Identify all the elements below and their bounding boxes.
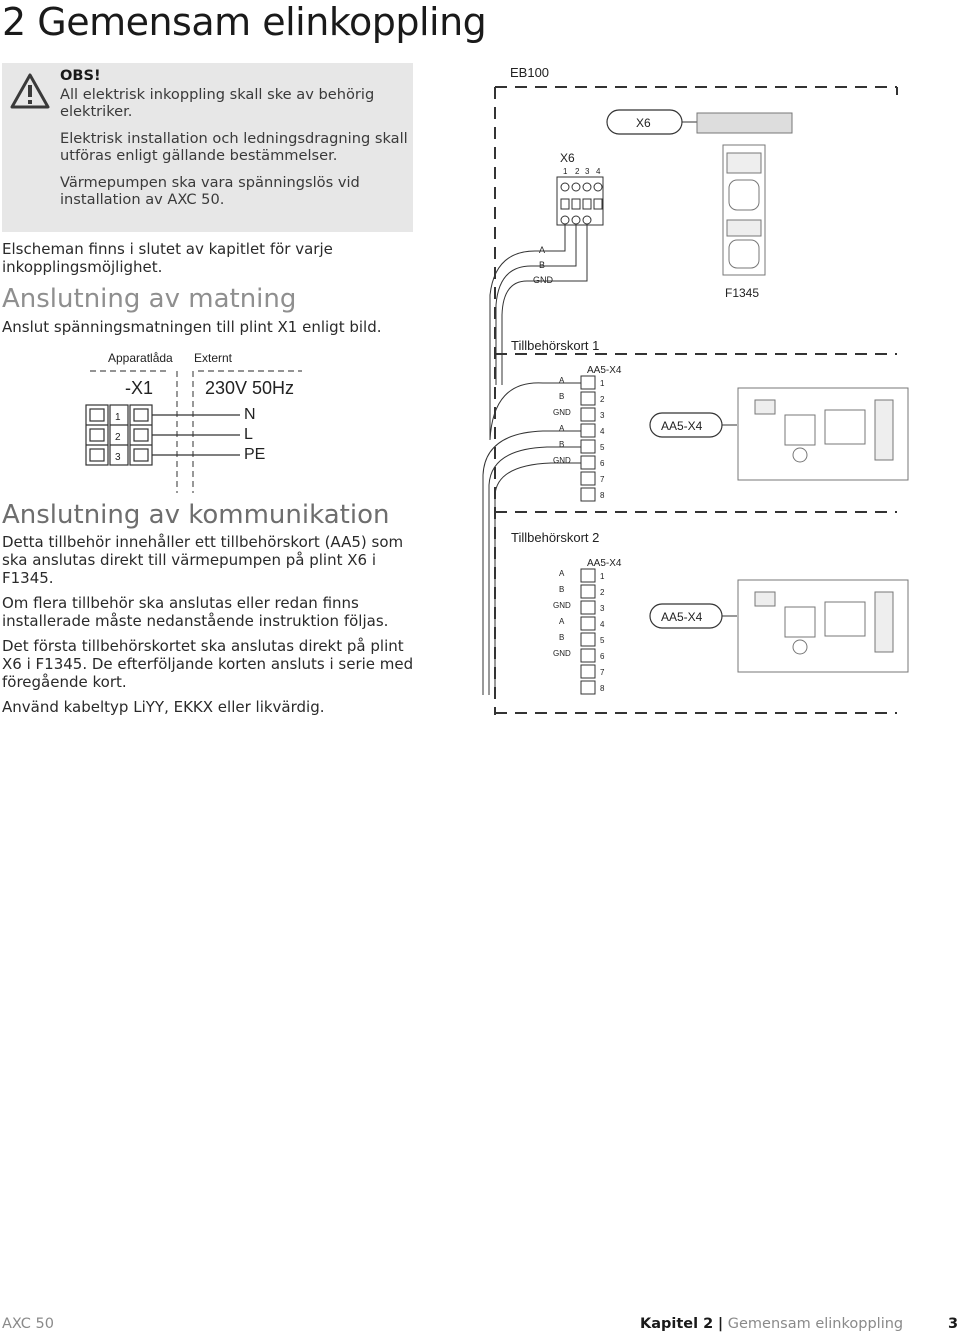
card-signal: B	[559, 633, 565, 642]
label-externt: Externt	[194, 351, 233, 365]
voltage-label: 230V 50Hz	[205, 378, 295, 398]
page-number-value: 3	[948, 1316, 959, 1332]
card-pin: 2	[600, 395, 605, 404]
card-pin: 4	[600, 620, 605, 629]
card1-terminal: AA5-X4	[587, 365, 622, 376]
card-signal: GND	[553, 456, 571, 465]
comm-paragraph: Det första tillbehörskortet ska anslutas direkt på plint X6 i F1345. De efterföljande korten ansluts i serie med föregående kort.	[2, 637, 414, 691]
card-pin: 4	[600, 427, 605, 436]
warning-title: OBS!	[60, 67, 101, 84]
warning-line: Värmepumpen ska vara spänningslös vid installation av AXC 50.	[60, 173, 360, 208]
page-number	[948, 1316, 958, 1332]
footer-chapter	[640, 1316, 903, 1332]
card-signal: GND	[553, 601, 571, 610]
x6-pin: 2	[575, 167, 580, 176]
card-signal: A	[559, 617, 565, 626]
card-pin: 1	[600, 379, 605, 388]
footer-chapter-title: Gemensam elinkoppling	[727, 1316, 904, 1332]
card-pin: 7	[600, 475, 605, 484]
card-signal: A	[559, 569, 565, 578]
x6-pin: 4	[596, 167, 601, 176]
card-signal: B	[559, 392, 565, 401]
supply-text: Anslut spänningsmatningen till plint X1 enligt bild.	[2, 318, 382, 336]
page-title: 2 Gemensam elinkoppling	[2, 0, 487, 44]
comm-text	[2, 533, 417, 716]
footer-product: AXC 50	[2, 1316, 54, 1332]
signal-label: B	[539, 260, 546, 270]
card-signal: A	[559, 376, 565, 385]
card2-callout: AA5-X4	[661, 610, 703, 624]
comm-paragraph: Använd kabeltyp LiYY, EKKX eller likvärdig.	[2, 698, 325, 716]
warning-line: Elektrisk installation och ledningsdragning skall utföras enligt gällande bestämmelser.	[60, 129, 408, 164]
x6-pin: 3	[585, 167, 590, 176]
label-apparatlada: Apparatlåda	[108, 351, 173, 365]
pin-label: 2	[115, 432, 121, 443]
card-pin: 2	[600, 588, 605, 597]
x6-callout: X6	[636, 116, 651, 130]
card-pin: 8	[600, 491, 605, 500]
card-signal: A	[559, 424, 565, 433]
card2-label: Tillbehörskort 2	[511, 530, 600, 545]
card-pin: 5	[600, 636, 605, 645]
wiring-diagram	[455, 55, 950, 720]
card-signal: GND	[553, 408, 571, 417]
f1345-label: F1345	[725, 286, 760, 300]
wire-label-l: L	[244, 426, 253, 443]
card-pin: 6	[600, 652, 605, 661]
card-pin: 3	[600, 604, 605, 613]
card-signal: B	[559, 585, 565, 594]
card1-label: Tillbehörskort 1	[511, 338, 600, 353]
comm-paragraph: Om flera tillbehör ska anslutas eller redan finns installerade måste nedanstående instruktion följas.	[2, 594, 389, 630]
card-pin: 1	[600, 572, 605, 581]
comm-paragraph: Detta tillbehör innehåller ett tillbehörskort (AA5) som ska anslutas direkt till värmepumpen på plint X6 i F1345.	[2, 533, 404, 587]
signal-label: GND	[533, 275, 553, 285]
card2-terminal: AA5-X4	[587, 558, 622, 569]
x6-label: X6	[560, 151, 575, 165]
wire-label-pe: PE	[244, 446, 266, 463]
x6-pin: 1	[563, 167, 568, 176]
eb100-label: EB100	[510, 65, 550, 80]
card-pin: 3	[600, 411, 605, 420]
section-title-comm: Anslutning av kommunikation	[2, 500, 390, 530]
card-pin: 5	[600, 443, 605, 452]
card-signal: GND	[553, 649, 571, 658]
card-pin: 6	[600, 459, 605, 468]
wire-label-n: N	[244, 406, 256, 423]
pin-label: 3	[115, 452, 121, 463]
warning-box	[2, 63, 413, 232]
footer-separator: |	[717, 1316, 724, 1332]
footer-chapter-label: Kapitel 2	[640, 1316, 714, 1332]
supply-diagram	[80, 345, 320, 495]
terminal-x1-label: -X1	[125, 378, 154, 398]
signal-label: A	[539, 245, 546, 255]
section-title-supply: Anslutning av matning	[2, 284, 297, 314]
card-signal: B	[559, 440, 565, 449]
card1-callout: AA5-X4	[661, 419, 703, 433]
warning-line: All elektrisk inkoppling skall ske av behörig elektriker.	[60, 85, 375, 120]
card-pin: 8	[600, 684, 605, 693]
pin-label: 1	[115, 412, 121, 423]
card-pin: 7	[600, 668, 605, 677]
intro-text: Elscheman finns i slutet av kapitlet för varje inkopplingsmöjlighet.	[2, 240, 333, 276]
warning-triangle-icon	[10, 73, 50, 109]
